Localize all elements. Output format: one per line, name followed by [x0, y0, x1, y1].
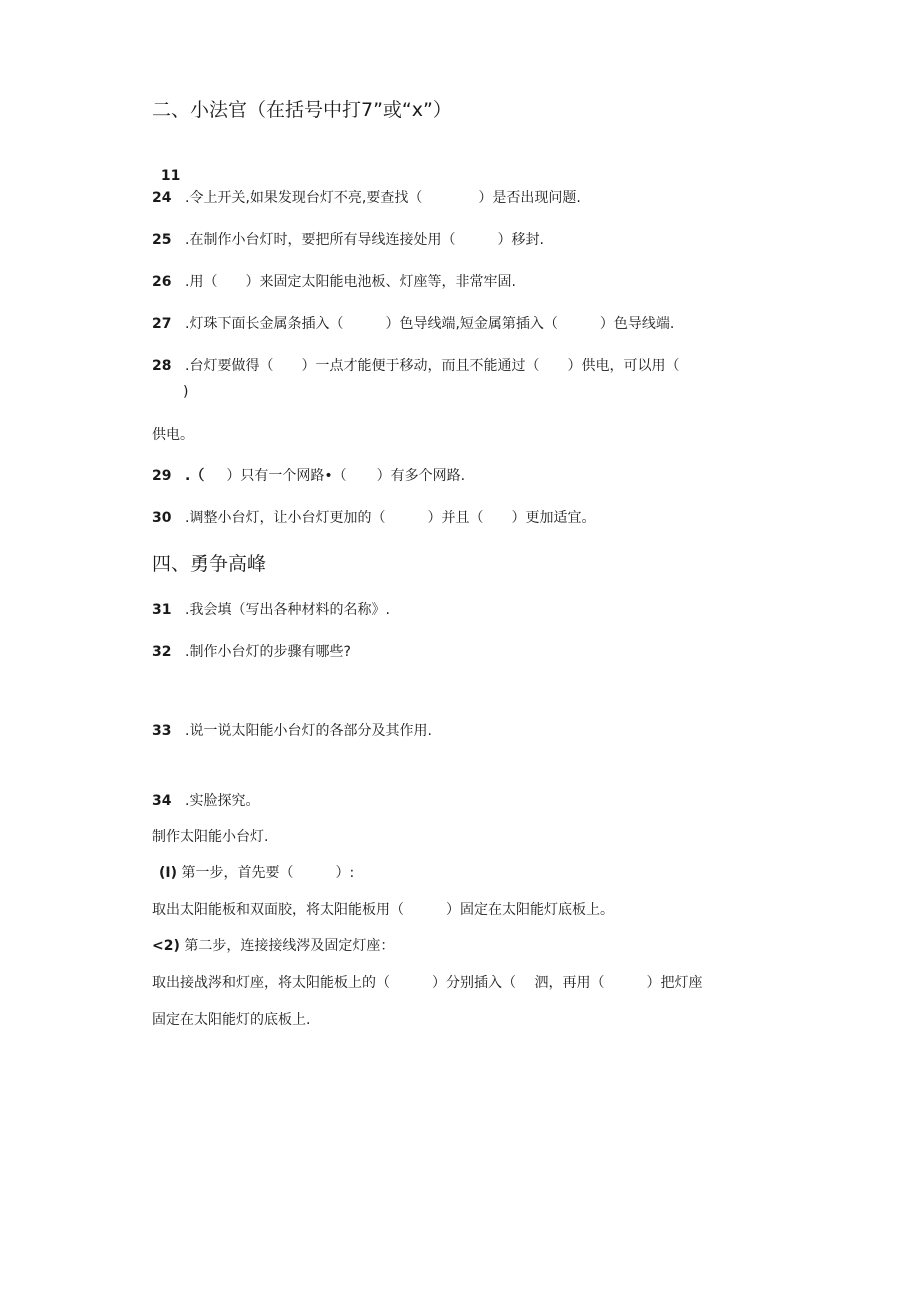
question-32 [152, 642, 351, 662]
question-34 [152, 791, 259, 811]
step-number: <2) [152, 938, 180, 954]
question-number: 32 [152, 644, 172, 660]
question-27 [152, 314, 674, 334]
experiment-step-2 [152, 936, 394, 956]
question-text: .台灯要做得（ ）一点才能便于移动，而且不能通过（ ）供电，可以用（ [185, 358, 680, 374]
question-28-tail: 供电。 [152, 427, 194, 443]
question-number: 11 [160, 168, 181, 184]
experiment-step-2-detail-1: 取出接战涔和灯座，将太阳能板上的（ ）分别插入（ 泗，再用（ ）把灯座 [152, 975, 703, 991]
question-number: 29 [152, 468, 172, 484]
question-text: .调整小台灯，让小台灯更加的（ ）并且（ ）更加适宜。 [185, 510, 596, 526]
question-24 [152, 188, 581, 208]
question-number: 26 [152, 274, 172, 290]
question-number: 28 [152, 358, 172, 374]
question-25 [152, 230, 544, 250]
question-number: 33 [152, 723, 172, 739]
question-28 [152, 356, 679, 376]
question-28-continuation: ) [183, 384, 189, 400]
step-text: 第二步，连接接线涔及固定灯座： [184, 938, 395, 954]
question-number: 31 [152, 602, 172, 618]
question-29-part1: .（ [185, 468, 205, 484]
experiment-step-1-detail: 取出太阳能板和双面胶，将太阳能板用（ ）固定在太阳能灯底板上。 [152, 902, 614, 918]
section-4-heading: 四、勇争高峰 [152, 553, 267, 575]
step-number: (I) [159, 865, 178, 881]
experiment-step-1 [159, 863, 354, 883]
question-29 [152, 466, 465, 486]
question-number: 30 [152, 510, 172, 526]
question-text: .我会填（写出各种材料的名称》. [185, 602, 390, 618]
question-number: 25 [152, 232, 172, 248]
question-number: 27 [152, 316, 172, 332]
question-29-part3: ）有多个网路. [376, 468, 466, 484]
question-text: .实脸探究。 [185, 793, 260, 809]
question-29-part2: ）只有一个网路•（ [226, 468, 347, 484]
experiment-title: 制作太阳能小台灯. [152, 829, 269, 845]
question-text: .制作小台灯的步骤有哪些? [185, 644, 351, 660]
question-number: 34 [152, 793, 172, 809]
question-text: .令上开关,如果发现台灯不亮,要查找（ ）是否出现问题. [185, 190, 581, 206]
question-26 [152, 272, 516, 292]
experiment-step-2-detail-2: 固定在太阳能灯的底板上. [152, 1012, 311, 1028]
question-11 [152, 146, 194, 186]
question-text: .用（ ）来固定太阳能电池板、灯座等，非常牢固. [185, 274, 516, 290]
question-text: .说一说太阳能小台灯的各部分及其作用. [185, 723, 432, 739]
question-number: 24 [152, 190, 172, 206]
question-text: .在制作小台灯时，要把所有导线连接处用（ ）移封. [185, 232, 544, 248]
step-text: 第一步，首先要（ ）: [181, 865, 355, 881]
question-33 [152, 721, 432, 741]
section-2-heading: 二、小法官（在括号中打7”或“x”） [152, 99, 452, 121]
question-31 [152, 600, 390, 620]
question-30 [152, 508, 595, 528]
question-text: .灯珠下面长金属条插入（ ）色导线端,短金属第插入（ ）色导线端. [185, 316, 675, 332]
